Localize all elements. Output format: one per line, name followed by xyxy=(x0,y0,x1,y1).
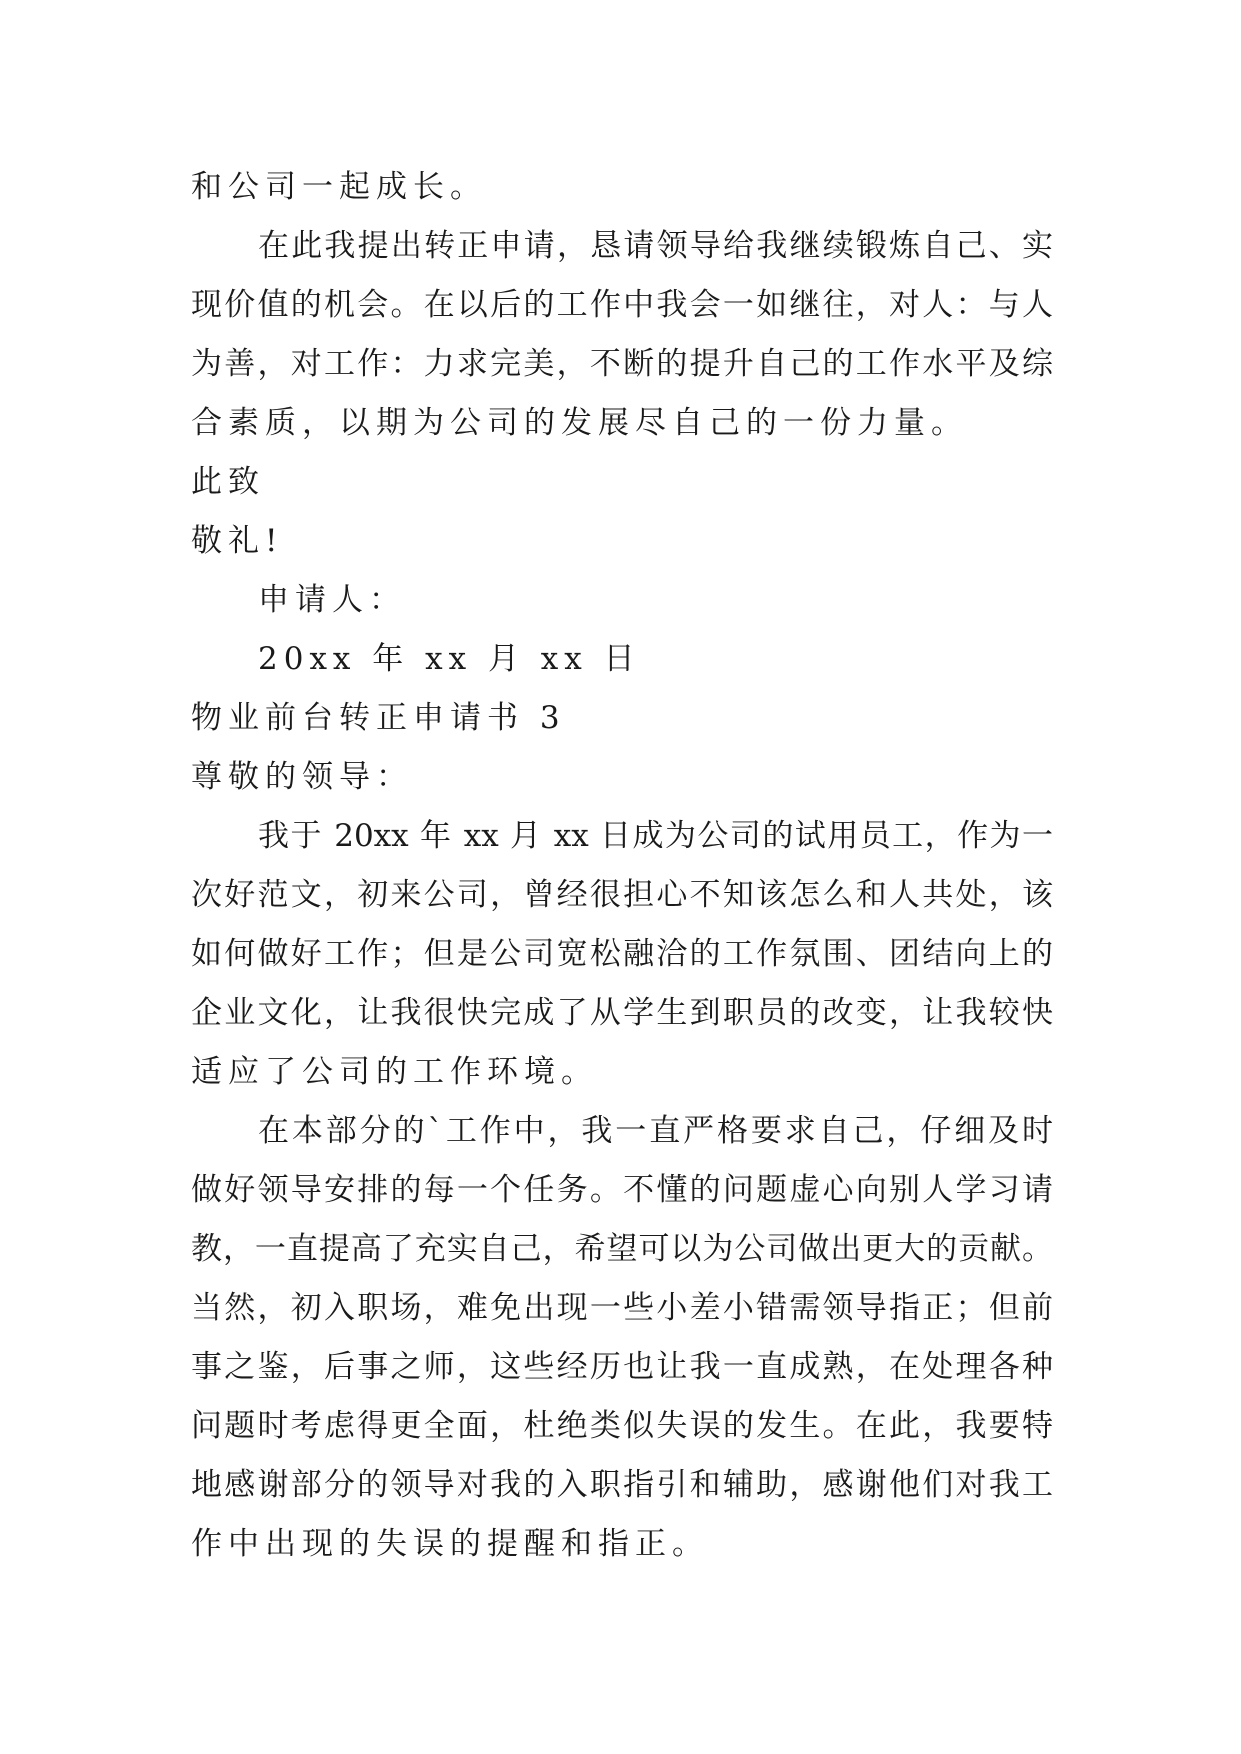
text-line: 现价值的机会。在以后的工作中我会一如继往，对人：与人 xyxy=(191,287,1053,323)
text-line: 当然，初入职场，难免出现一些小差小错需领导指正；但前 xyxy=(191,1290,1053,1326)
text-line: 事之鉴，后事之师，这些经历也让我一直成熟，在处理各种 xyxy=(191,1349,1053,1385)
text-line: 敬礼! xyxy=(191,523,284,559)
text-line: 合素质，以期为公司的发展尽自己的一份力量。 xyxy=(191,405,968,441)
salutation: 尊敬的领导： xyxy=(191,759,413,795)
text-line: 教，一直提高了充实自己，希望可以为公司做出更大的贡献。 xyxy=(191,1231,1053,1267)
text-line: 适应了公司的工作环境。 xyxy=(191,1054,598,1090)
text-line: 企业文化，让我很快完成了从学生到职员的改变，让我较快 xyxy=(191,995,1053,1031)
text-line: 和公司一起成长。 xyxy=(191,169,487,205)
text-line: 问题时考虑得更全面，杜绝类似失误的发生。在此，我要特 xyxy=(191,1408,1053,1444)
date-line: 20xx 年 xx 月 xx 日 xyxy=(258,641,641,677)
text-line: 做好领导安排的每一个任务。不懂的问题虚心向别人学习请 xyxy=(191,1172,1053,1208)
text-line: 此致 xyxy=(191,464,265,500)
text-line: 为善，对工作：力求完美，不断的提升自己的工作水平及综 xyxy=(191,346,1053,382)
text-line: 在本部分的`工作中，我一直严格要求自己，仔细及时 xyxy=(258,1113,1053,1149)
text-line: 作中出现的失误的提醒和指正。 xyxy=(191,1526,709,1562)
text-line: 如何做好工作；但是公司宽松融洽的工作氛围、团结向上的 xyxy=(191,936,1053,972)
text-line: 次好范文，初来公司，曾经很担心不知该怎么和人共处，该 xyxy=(191,877,1053,913)
text-line: 在此我提出转正申请，恳请领导给我继续锻炼自己、实 xyxy=(258,228,1053,264)
text-line: 我于 20xx 年 xx 月 xx 日成为公司的试用员工，作为一 xyxy=(258,818,1053,854)
section-title: 物业前台转正申请书 3 xyxy=(191,700,566,736)
text-line: 地感谢部分的领导对我的入职指引和辅助，感谢他们对我工 xyxy=(191,1467,1053,1503)
text-line: 申请人： xyxy=(258,582,406,618)
